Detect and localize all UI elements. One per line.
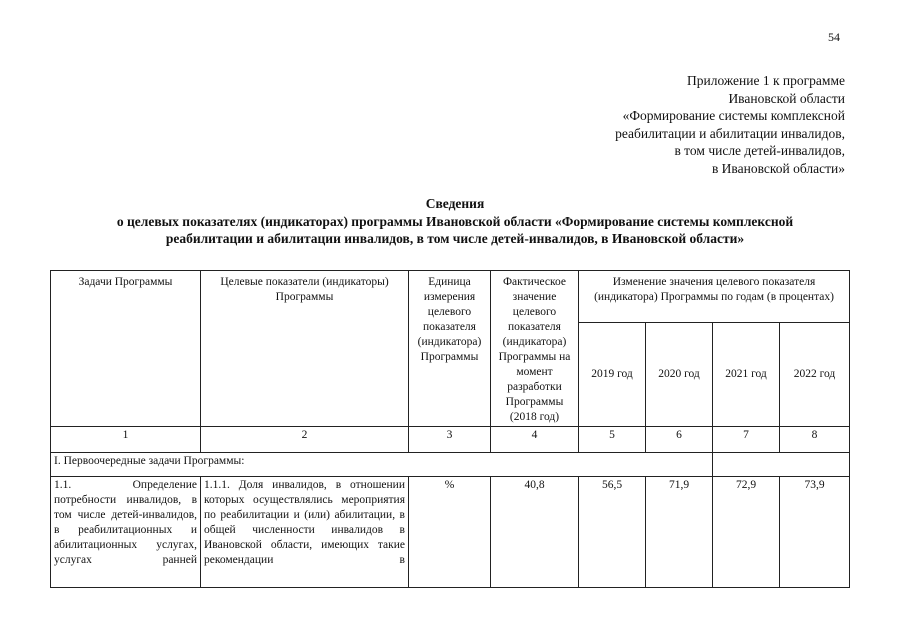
appendix-line: реабилитации и абилитации инвалидов, xyxy=(615,125,845,141)
appendix-line: «Формирование системы комплексной xyxy=(622,108,845,124)
column-number: 7 xyxy=(713,427,780,453)
column-number: 3 xyxy=(409,427,491,453)
column-number: 5 xyxy=(579,427,646,453)
unit-cell: % xyxy=(409,477,491,588)
section-title: I. Первоочередные задачи Программы: xyxy=(51,453,713,477)
column-number: 8 xyxy=(780,427,850,453)
column-number: 2 xyxy=(201,427,409,453)
appendix-line: Ивановской области xyxy=(728,90,845,106)
appendix-line: в том числе детей-инвалидов, xyxy=(674,143,845,159)
header-actual: Фактическое значение целевого показателя (индикатора) Программы на момент разработки Программы (2018 год) xyxy=(491,271,579,427)
section-row xyxy=(51,453,850,477)
column-number: 1 xyxy=(51,427,201,453)
actual-value-cell: 40,8 xyxy=(491,477,579,588)
appendix-line: в Ивановской области» xyxy=(711,160,845,176)
header-year: 2022 год xyxy=(780,323,850,427)
appendix-caption xyxy=(565,72,845,178)
header-tasks: Задачи Программы xyxy=(51,271,201,427)
year-value-cell: 56,5 xyxy=(579,477,646,588)
indicators-table xyxy=(50,270,850,588)
header-year: 2021 год xyxy=(713,323,780,427)
year-value-cell: 73,9 xyxy=(780,477,850,588)
year-value-cell: 71,9 xyxy=(646,477,713,588)
task-cell: 1.1. Определение потребности инвалидов, в том числе детей-инвалидов, в реабилитационных и абилитационных услугах, услугах ранней xyxy=(51,477,201,588)
header-year: 2020 год xyxy=(646,323,713,427)
title-line: о целевых показателях (индикаторах) программы Ивановской области «Формирование системы комплексной xyxy=(116,213,794,229)
column-numbers-row xyxy=(51,427,850,453)
title-line: Сведения xyxy=(425,196,485,211)
document-title xyxy=(40,195,870,248)
header-change-group: Изменение значения целевого показателя (индикатора) Программы по годам (в процентах) xyxy=(579,271,850,323)
page-number: 54 xyxy=(828,30,840,44)
appendix-line: Приложение 1 к программе xyxy=(687,73,845,88)
header-unit: Единица измерения целевого показателя (индикатора) Программы xyxy=(409,271,491,427)
title-line: реабилитации и абилитации инвалидов, в том числе детей-инвалидов, в Ивановской области» xyxy=(165,231,745,246)
column-number: 6 xyxy=(646,427,713,453)
header-year: 2019 год xyxy=(579,323,646,427)
indicator-cell: 1.1.1. Доля инвалидов, в отношении которых осуществлялись мероприятия по реабилитации и (или) абилитации, в общей численности инвалидов в Ивановской области, имеющих такие рекомендации в xyxy=(201,477,409,588)
table-row xyxy=(51,477,850,588)
year-value-cell: 72,9 xyxy=(713,477,780,588)
column-number: 4 xyxy=(491,427,579,453)
header-indicators: Целевые показатели (индикаторы) Программы xyxy=(201,271,409,427)
section-empty-cell xyxy=(713,453,850,477)
